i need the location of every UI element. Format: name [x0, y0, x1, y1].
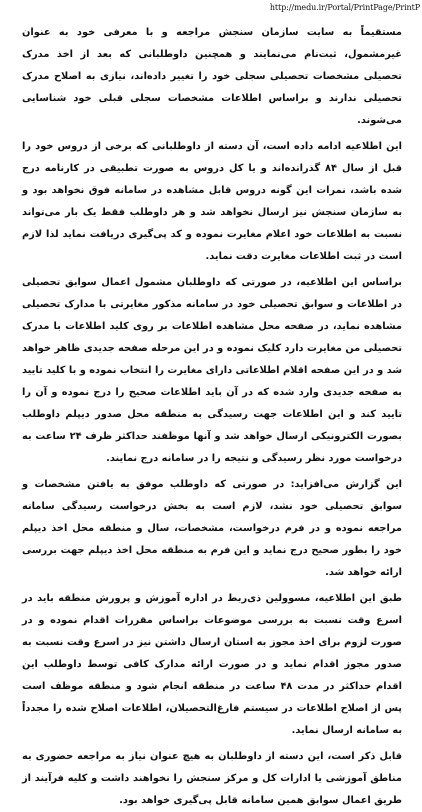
paragraph-4: این گزارش می‌افزاید: در صورتی که داوطلب موفق به یافتن مشخصات و سوابق تحصیلی خود نشد، لازم است به بخش درخواست رسیدگی سامانه مراجعه نموده و در فرم درخواست، مشخصات، سال و منطقه محل اخذ دیپلم خود را بطور صحیح درج نماید و این فرم به منطقه محل اخذ دیپلم جهت بررسی ارائه خواهد شد.: [22, 479, 402, 578]
paragraph-2: این اطلاعیه ادامه داده است، آن دسته از داوطلبانی که برخی از دروس خود را قبل از سال ۸۴ گذرانده‌اند و یا کل دروس به صورت تطبیقی در کارنامه درج شده باشد، نمرات این گونه دروس قابل مشاهده در سامانه فوق نخواهد بود و به سازمان سنجش نیز ارسال نخواهد شد و هر داوطلب فقط یک بار می‌تواند نسبت به اطلاعات خود اعلام مغایرت نموده و کد پی‌گیری دریافت نماید لذا لازم است در ثبت اطلاعات مغایرت دقت نماید.: [22, 141, 402, 262]
paragraph-6: قابل ذکر است، این دسته از داوطلبان به هیچ عنوان نیاز به مراجعه حضوری به مناطق آموزشی یا ادارات کل و مرکز سنجش را نخواهند داشت و کلیه فرآیند از طریق اعمال سوابق همین سامانه قابل پی‌گیری خواهد بود.: [22, 751, 402, 806]
page-url-header: http://medu.ir/Portal/PrintPage/PrintP: [269, 3, 420, 12]
paragraph-5: طبق این اطلاعیه، مسوولین ذی‌ربط در اداره آموزش و پرورش منطقه باید در اسرع وقت نسبت به بررسی موضوعات براساس مقررات اقدام نموده و در صورت لزوم برای اخذ مجوز به استان ارسال داشتن نیز در اسرع وقت نسبت به صدور مجوز اقدام نماید و در صورت ارائه مدارک کافی توسط داوطلب این اقدام حداکثر در مدت ۴۸ ساعت در منطقه انجام شود و منطقه موظف است پس از اصلاح اطلاعات در سیستم فارغ‌التحصیلان، اطلاعات اصلاح شده را مجدداً به سامانه ارسال نماید.: [22, 593, 402, 736]
article-body: [22, 22, 402, 812]
paragraph-1: مستقیماً به سایت سازمان سنجش مراجعه و با معرفی خود به عنوان غیرمشمول، ثبت‌نام می‌نمایند و همچنین داوطلبانی که بعد از اخذ مدرک تحصیلی مشخصات تحصیلی سجلی خود را تغییر داده‌اند، نیازی به اصلاح مدرک تحصیلی ندارند و براساس اطلاعات مشخصات سجلی قبلی خود شناسایی می‌شوند.: [22, 27, 402, 126]
paragraph-3: براساس این اطلاعیه، در صورتی که داوطلبان مشمول اعمال سوابق تحصیلی در اطلاعات و سوابق تحصیلی خود در سامانه مذکور مغایرتی با مدارک تحصیلی مشاهده نماید، در صفحه محل مشاهده اطلاعات بر روی کلید اطلاعات با مدرک تحصیلی من مغایرت دارد کلیک نموده و در این مرحله صفحه جدیدی ظاهر خواهد شد و در این صفحه اقلام اطلاعاتی دارای مغایرت را انتخاب نموده و با کلید تایید به صفحه جدیدی وارد شده که در آن باید اطلاعات صحیح را درج نموده و آن را تایید کند و این اطلاعات جهت رسیدگی به منطقه محل صدور دیپلم داوطلب بصورت الکترونیکی ارسال خواهد شد و آنها موظفند حداکثر ظرف ۲۴ ساعت به درخواست مورد نظر رسیدگی و نتیجه را در سامانه درج نمایند.: [22, 277, 402, 464]
